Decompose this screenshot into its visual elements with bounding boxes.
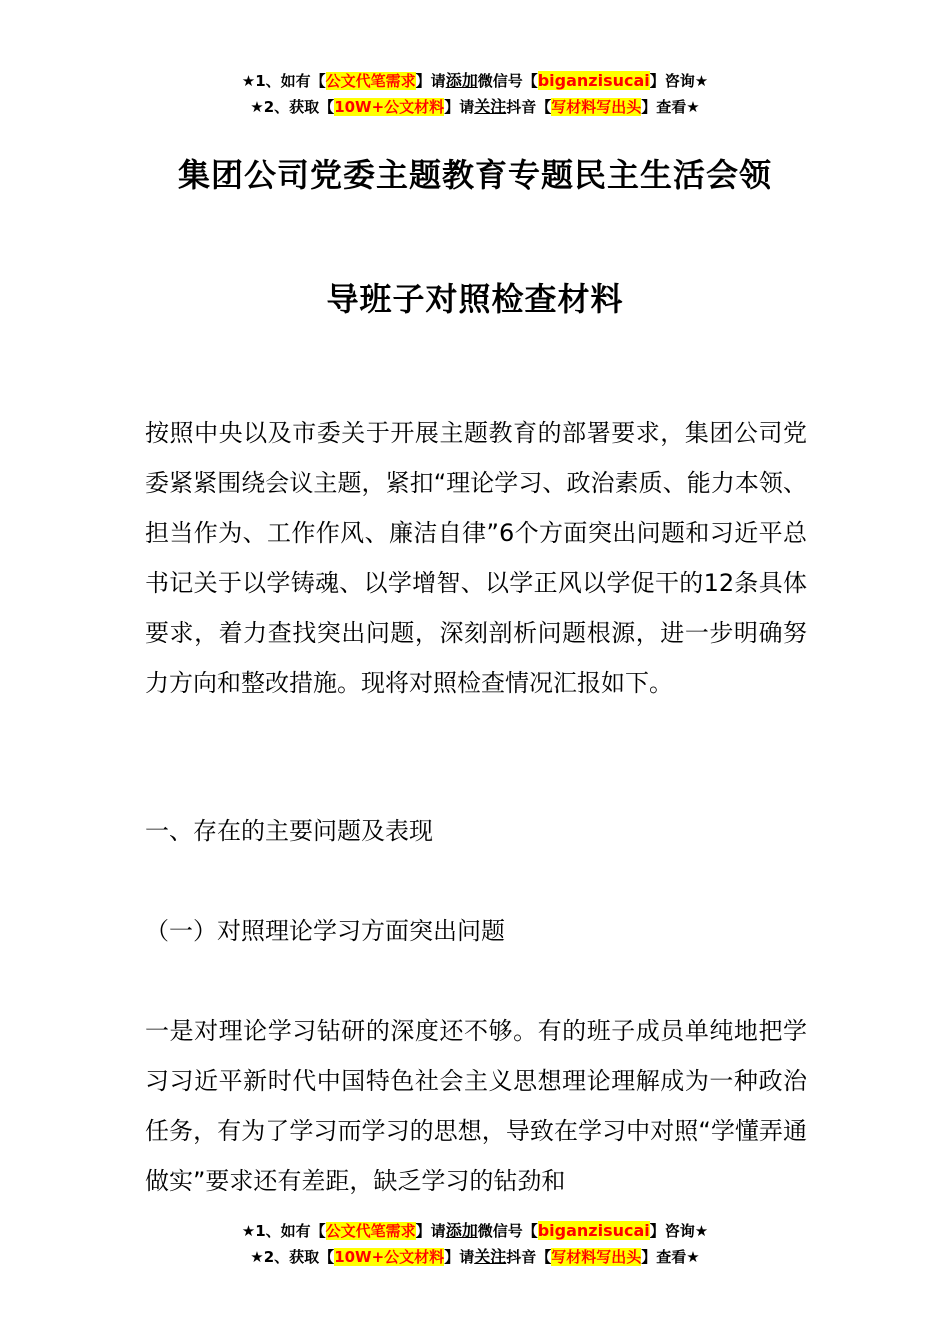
banner-highlight: biganzisucai: [537, 1221, 650, 1240]
banner-text: 】咨询★: [649, 72, 709, 90]
banner-text: 】请: [444, 1248, 475, 1266]
banner-line-2: [0, 94, 950, 120]
banner-text: 】查看★: [641, 98, 700, 116]
banner-highlight: 写材料写出头: [551, 1248, 642, 1266]
banner-highlight: 10W+公文材料: [334, 1248, 445, 1266]
banner-text: ★1、如有【: [241, 72, 326, 90]
section-heading: 一、存在的主要问题及表现: [145, 817, 433, 845]
banner-emphasis: 关注: [474, 1247, 507, 1266]
banner-line-1: [0, 68, 950, 94]
banner-highlight: biganzisucai: [537, 71, 650, 90]
banner-highlight: 10W+公文材料: [334, 98, 445, 116]
banner-line-1: [0, 1218, 950, 1244]
banner-text: 微信号【: [477, 72, 538, 90]
banner-text: 】咨询★: [649, 1222, 709, 1240]
banner-text: 抖音【: [506, 1248, 552, 1266]
banner-emphasis: 关注: [474, 97, 507, 116]
banner-text: ★1、如有【: [241, 1222, 326, 1240]
banner-highlight: 公文代笔需求: [325, 72, 416, 90]
subsection-heading: （一）对照理论学习方面突出问题: [145, 917, 505, 945]
banner-text: 】查看★: [641, 1248, 700, 1266]
document-title-line-2: 导班子对照检查材料: [326, 280, 624, 318]
intro-paragraph: 按照中央以及市委关于开展主题教育的部署要求，集团公司党委紧紧围绕会议主题，紧扣“理论学习、政治素质、能力本领、担当作为、工作作风、廉洁自律”6个方面突出问题和习近平总书记关于以学铸魂、以学增智、以学正风以学促干的12条具体要求，着力查找突出问题，深刻剖析问题根源，进一步明确努力方向和整改措施。现将对照检查情况汇报如下。: [145, 419, 807, 697]
banner-highlight: 写材料写出头: [551, 98, 642, 116]
banner-highlight: 公文代笔需求: [325, 1222, 416, 1240]
document-title-line-1: 集团公司党委主题教育专题民主生活会领: [177, 156, 772, 194]
banner-emphasis: 添加: [445, 71, 478, 90]
banner-emphasis: 添加: [445, 1221, 478, 1240]
banner-text: 】请: [415, 1222, 446, 1240]
banner-text: ★2、获取【: [250, 1248, 335, 1266]
banner-text: 】请: [444, 98, 475, 116]
header-banner: [0, 68, 950, 120]
banner-text: ★2、获取【: [250, 98, 335, 116]
banner-text: 抖音【: [506, 98, 552, 116]
banner-line-2: [0, 1244, 950, 1270]
body-paragraph: 一是对理论学习钻研的深度还不够。有的班子成员单纯地把学习习近平新时代中国特色社会主义思想理论理解成为一种政治任务，有为了学习而学习的思想，导致在学习中对照“学懂弄通做实”要求还有差距，缺乏学习的钻劲和: [145, 1017, 807, 1195]
banner-text: 微信号【: [477, 1222, 538, 1240]
footer-banner: [0, 1218, 950, 1270]
banner-text: 】请: [415, 72, 446, 90]
